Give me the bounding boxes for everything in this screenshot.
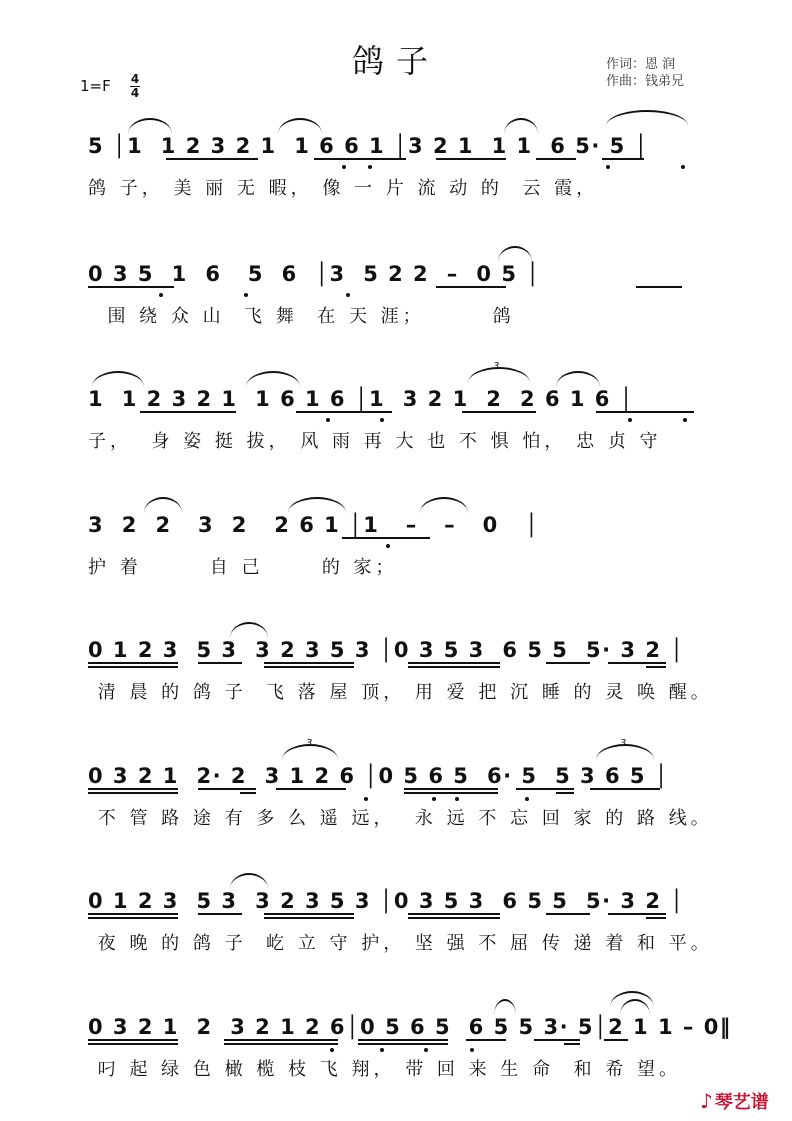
credits [606,56,684,90]
notes-line: 3 2 2 3 2 2 6 1 │1 – – 0 │ [88,513,540,537]
song-title: 鸽子 [351,42,440,80]
lyrics-line: 护 着 自 己 的 家； [88,557,398,578]
logo-icon: ♪ [700,1089,713,1113]
lyrics-line: 夜 晚 的 鸽 子 屹 立 守 护， 坚 强 不 屈 传 递 着 和 平。 [88,933,713,954]
notes-line: 0 3 2 1 2 3 2 1 2 6│0 5 6 5 6 5 5 3· 5│2 1 1 – 0‖ [88,1015,732,1039]
watermark-logo [700,1088,769,1114]
composer: 作曲：钱弟兄 [606,74,685,89]
meter-bottom: 4 [130,86,140,100]
notes-line: 1 1 2 3 2 1 1 6 1 6 │1 3 2 1 2 2 6 1 6 │ [88,387,634,411]
lyrics-line: 不 管 路 途 有 多 么 遥 远， 永 远 不 忘 回 家 的 路 线。 [88,808,713,829]
watermark-text: 琴艺谱 [714,1092,769,1113]
lyricist: 作词：恩 润 [606,57,676,72]
lyrics-line: 叼 起 绿 色 橄 榄 枝 飞 翔， 带 回 来 生 命 和 希 望。 [88,1059,681,1080]
lyrics-line: 清 晨 的 鸽 子 飞 落 屋 顶， 用 爱 把 沉 睡 的 灵 唤 醒。 [88,682,713,703]
notes-line: 0 1 2 3 5 3 3 2 3 5 3 │0 3 5 3 6 5 5 5· 3 2 │ [88,889,685,913]
notes-line: 0 1 2 3 5 3 3 2 3 5 3 │0 3 5 3 6 5 5 5· 3 2 │ [88,638,685,662]
notes-line: 0 3 2 1 2· 2 3 1 2 6 │0 5 6 5 6· 5 5 3 6 5 │ [88,764,669,788]
lyrics-line: 鸽 子， 美 丽 无 暇， 像 一 片 流 动 的 云 霞， [88,178,599,199]
time-signature [130,73,140,100]
notes-line: 0 3 5 1 6 5 6 │3 5 2 2 – 0 5 │ [88,262,541,286]
meter-top: 4 [130,72,140,86]
lyrics-line: 子， 身 姿 挺 拔， 风 雨 再 大 也 不 惧 怕， 忠 贞 守 [88,431,662,452]
notes-line: 5 │1 1 2 3 2 1 1 6 6 1 │3 2 1 1 1 6 5· 5 │ [88,134,649,158]
lyrics-line: 围 绕 众 山 飞 舞 在 天 涯； 鸽 [88,306,515,327]
key-signature: 1=F [80,77,111,95]
